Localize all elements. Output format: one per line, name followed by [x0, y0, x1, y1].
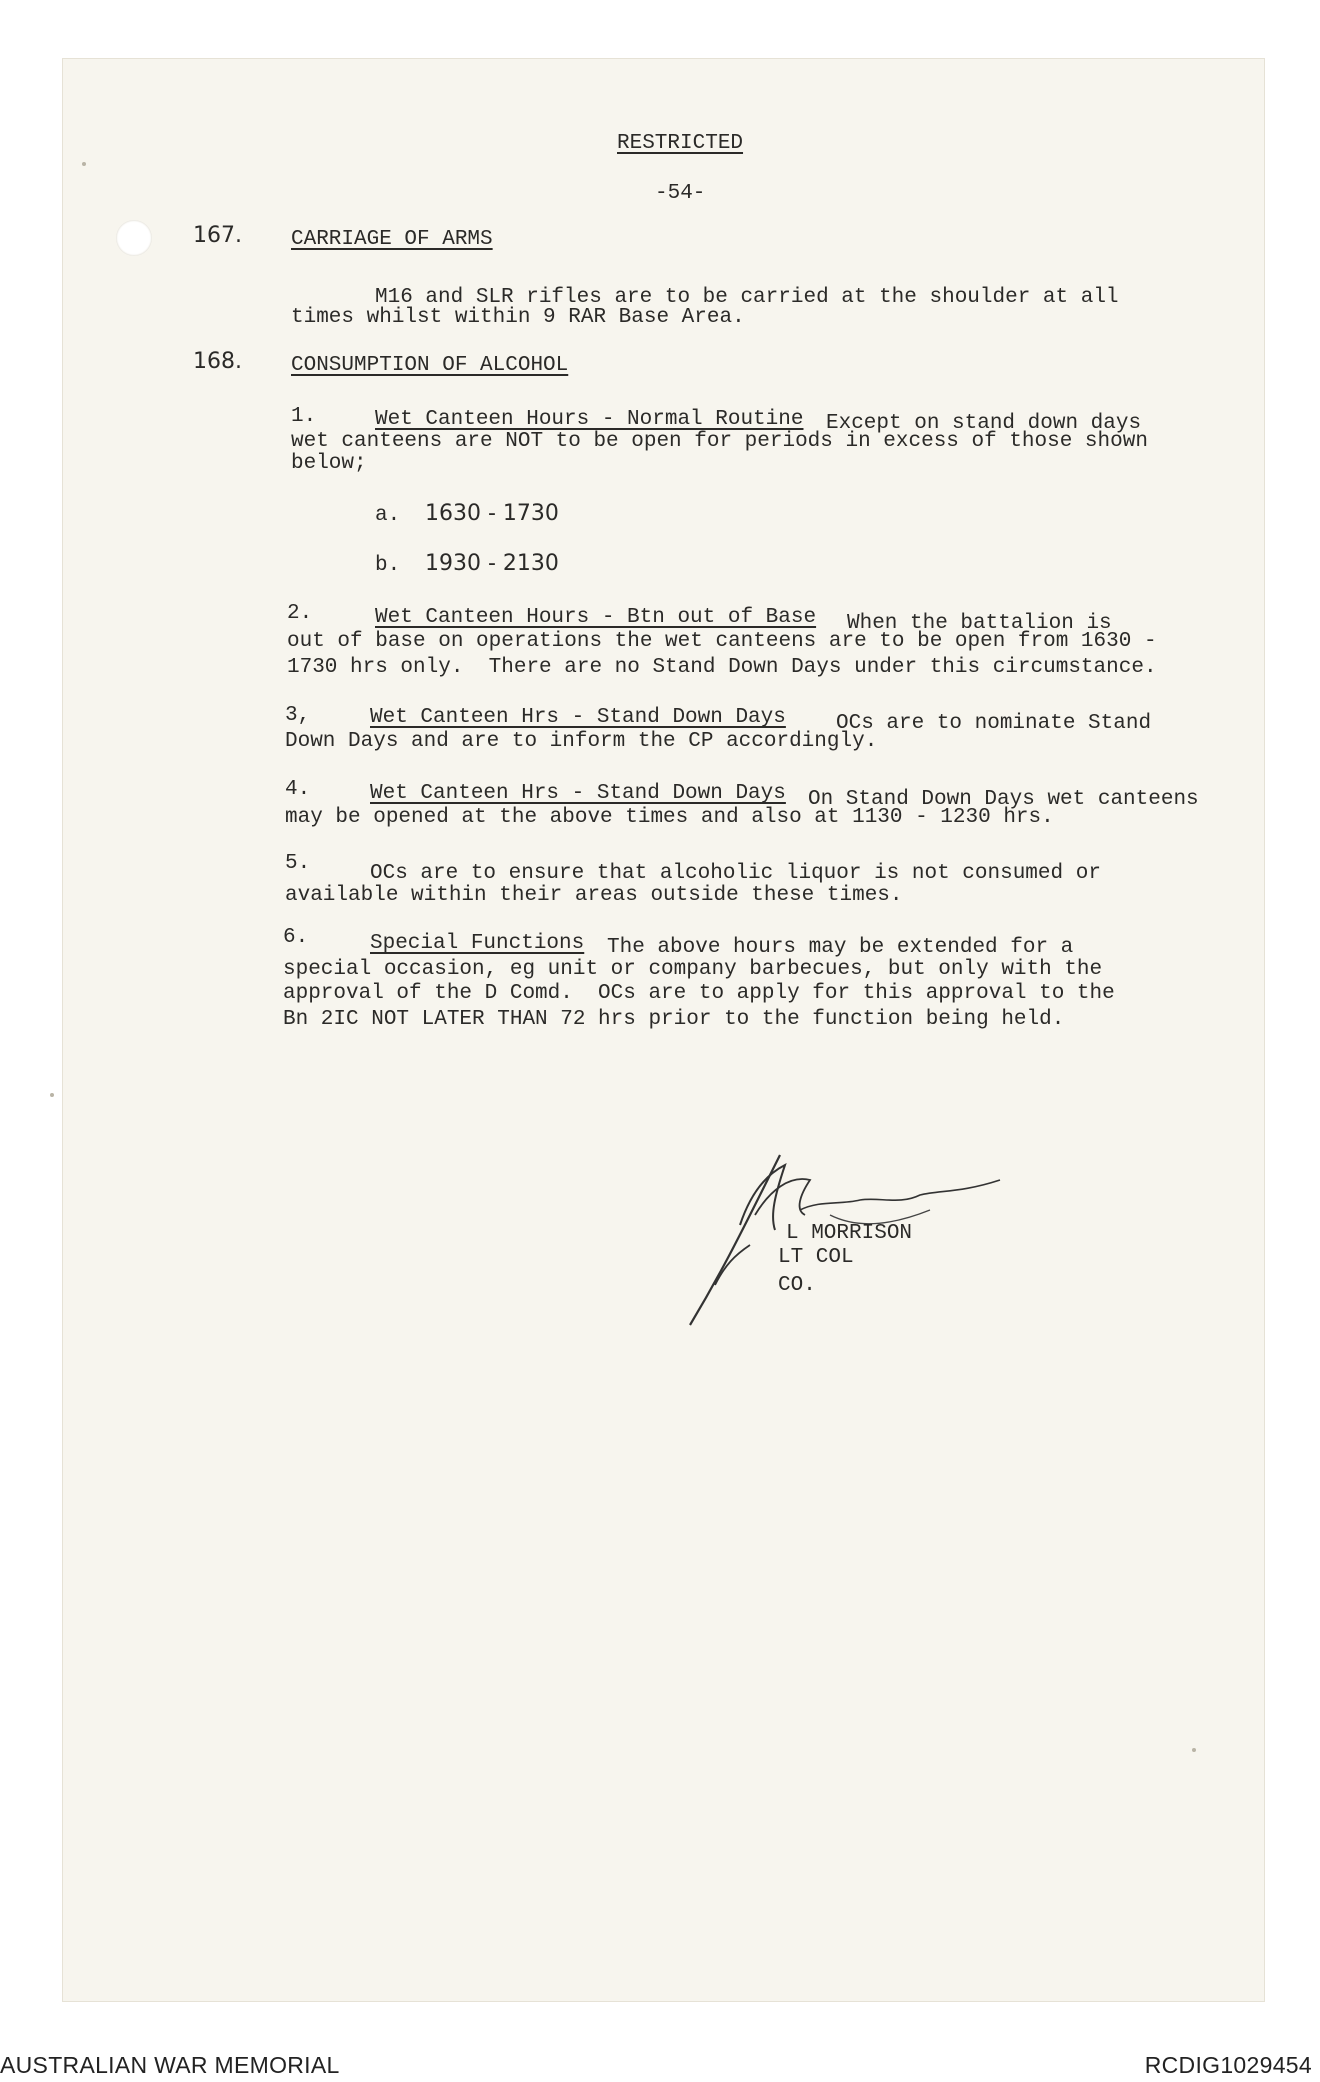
paper-speck — [82, 162, 86, 166]
time-item-value: 1930 - 2130 — [425, 551, 559, 576]
paragraph-heading: Wet Canteen Hours - Normal Routine — [375, 408, 804, 431]
paragraph-text: available within their areas outside these times. — [285, 884, 903, 907]
paragraph-number: 3, — [285, 704, 311, 727]
paragraph-heading: Wet Canteen Hours - Btn out of Base — [375, 606, 817, 629]
time-item-letter: a. — [375, 504, 401, 527]
paragraph-number: 5. — [285, 852, 311, 875]
paragraph-number: 4. — [285, 778, 311, 801]
paragraph-text: special occasion, eg unit or company barbecues, but only with the — [283, 958, 1103, 981]
signatory-rank: LT COL — [778, 1246, 854, 1269]
section-title-carriage-of-arms: CARRIAGE OF ARMS — [291, 228, 493, 251]
signatory-name: L MORRISON — [786, 1222, 913, 1245]
paragraph-heading: Wet Canteen Hrs - Stand Down Days — [370, 706, 786, 729]
signatory-appointment: CO. — [778, 1274, 816, 1297]
paragraph-text: out of base on operations the wet canteens are to be open from 1630 - — [287, 630, 1157, 653]
section-167-line: M16 and SLR rifles are to be carried at the shoulder at all — [375, 286, 1119, 309]
paragraph-text: approval of the D Comd. OCs are to apply for this approval to the — [283, 982, 1115, 1005]
time-item-value: 1630 - 1730 — [425, 501, 559, 526]
section-title-consumption-of-alcohol: CONSUMPTION OF ALCOHOL — [291, 354, 569, 377]
time-item-letter: b. — [375, 554, 401, 577]
paragraph-text: below; — [291, 452, 367, 475]
paragraph-heading: Special Functions — [370, 932, 585, 955]
paragraph-text: When the battalion is — [847, 612, 1112, 635]
footer-source: AUSTRALIAN WAR MEMORIAL — [0, 2052, 340, 2078]
page-number: -54- — [655, 182, 706, 205]
punch-hole — [116, 220, 152, 256]
paragraph-text: 1730 hrs only. There are no Stand Down Days under this circumstance. — [287, 656, 1157, 679]
paragraph-text: Bn 2IC NOT LATER THAN 72 hrs prior to the function being held. — [283, 1008, 1065, 1031]
paragraph-heading: Wet Canteen Hrs - Stand Down Days — [370, 782, 786, 805]
paragraph-number: 1. — [291, 405, 317, 428]
classification-heading: RESTRICTED — [617, 132, 744, 155]
paragraph-number: 2. — [287, 602, 313, 625]
paragraph-text: OCs are to ensure that alcoholic liquor is not consumed or — [370, 862, 1101, 885]
paragraph-number: 6. — [283, 926, 309, 949]
section-number-167: 167. — [193, 223, 242, 248]
footer-record-id: RCDIG1029454 — [1144, 2052, 1312, 2078]
paragraph-text: wet canteens are NOT to be open for periods in excess of those shown — [291, 430, 1148, 453]
paper-speck — [1192, 1748, 1196, 1752]
paragraph-text: The above hours may be extended for a — [607, 936, 1074, 959]
section-167-line: times whilst within 9 RAR Base Area. — [291, 306, 745, 329]
paragraph-text: Down Days and are to inform the CP accordingly. — [285, 730, 878, 753]
paragraph-text: OCs are to nominate Stand — [836, 712, 1152, 735]
paragraph-text: may be opened at the above times and also at 1130 - 1230 hrs. — [285, 806, 1054, 829]
paragraph-text: Except on stand down days — [826, 412, 1142, 435]
section-number-168: 168. — [193, 349, 242, 374]
paragraph-text: On Stand Down Days wet canteens — [808, 788, 1199, 811]
paper-speck — [50, 1093, 54, 1097]
